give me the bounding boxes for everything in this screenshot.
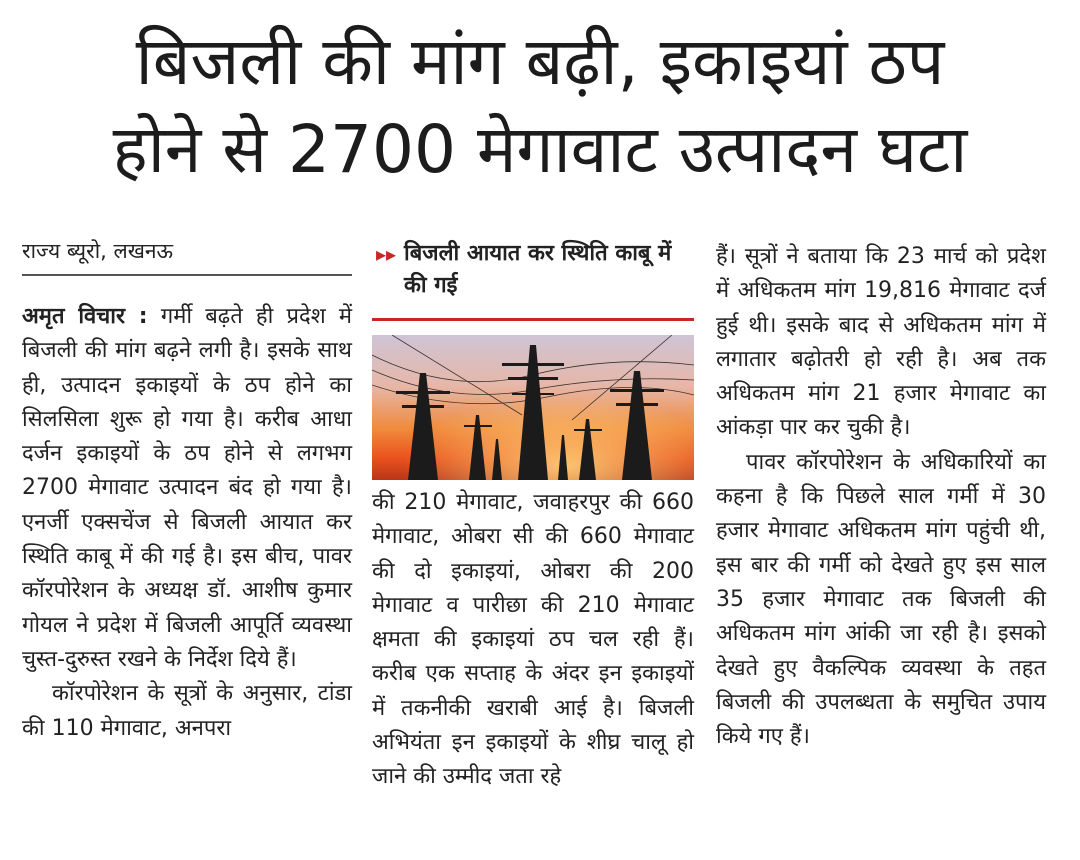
paragraph: हैं। सूत्रों ने बताया कि 23 मार्च को प्रदेश में अधिकतम मांग 19,816 मेगावाट दर्ज हुई थी। इसके बाद से अधिकतम मांग में लगातार बढ़ोतरी हो रही है। अब तक अधिकतम मांग 21 हजार मेगावाट का आंकड़ा पार कर चुकी है। [716, 244, 1046, 441]
article-column-1 [22, 236, 352, 746]
headline [0, 18, 1080, 194]
headline-line-2: होने से 2700 मेगावाट उत्पादन घटा [112, 111, 968, 188]
lead-label: अमृत विचार : [22, 304, 148, 329]
paragraph: पावर कॉरपोरेशन के अधिकारियों का कहना है कि पिछले साल गर्मी में 30 हजार मेगावाट अधिकतम मांग पहुंची थी, इस बार की गर्मी को देखते हुए इस साल 35 हजार मेगावाट तक बिजली की अधिकतम मांग आंकी जा रही है। इसको देखते हुए वैकल्पिक व्यवस्था के तहत बिजली की उपलब्धता के समुचित उपाय किये गए हैं। [716, 449, 1046, 750]
lead-text: गर्मी बढ़ते ही प्रदेश में बिजली की मांग बढ़ने लगी है। इसके साथ ही, उत्पादन इकाइयों के ठप होने का सिलसिला शुरू हो गया है। करीब आधा दर्जन इकाइयों के ठप होने से लगभग 2700 मेगावाट उत्पादन बंद हो गया है। एनर्जी एक्सचेंज से बिजली आयात कर स्थिति काबू में की गई है। इस बीच, पावर कॉरपोरेशन के अध्यक्ष डॉ. आशीष कुमार गोयल ने प्रदेश में बिजली आपूर्ति व्यवस्था चुस्त-दुरुस्त रखने के निर्देश दिये हैं। [22, 304, 352, 672]
headline-line-1: बिजली की मांग बढ़ी, इकाइयां ठप [135, 23, 945, 100]
article-column-2 [372, 236, 694, 795]
lead-paragraph [22, 300, 352, 677]
subheading [372, 238, 694, 302]
subheading-text: बिजली आयात कर स्थिति काबू में की गई [404, 241, 672, 298]
article-column-3 [716, 240, 1046, 754]
paragraph: कॉरपोरेशन के सूत्रों के अनुसार, टांडा की 110 मेगावाट, अनपरा [22, 681, 352, 741]
power-transmission-towers-photo [372, 335, 694, 480]
red-divider [372, 318, 694, 321]
double-arrow-icon: ▸▸ [376, 242, 397, 266]
paragraph: की 210 मेगावाट, जवाहरपुर की 660 मेगावाट, ओबरा सी की 660 मेगावाट की दो इकाइयां, ओबरा की 200 मेगावाट व पारीछा की 210 मेगावाट क्षमता की इकाइयां ठप चल रही हैं। करीब एक सप्ताह के अंदर इन इकाइयों में तकनीकी खराबी आई है। बिजली अभियंता इन इकाइयों के शीघ्र चालू हो जाने की उम्मीद जता रहे [372, 490, 694, 790]
byline: राज्य ब्यूरो, लखनऊ [22, 236, 352, 276]
